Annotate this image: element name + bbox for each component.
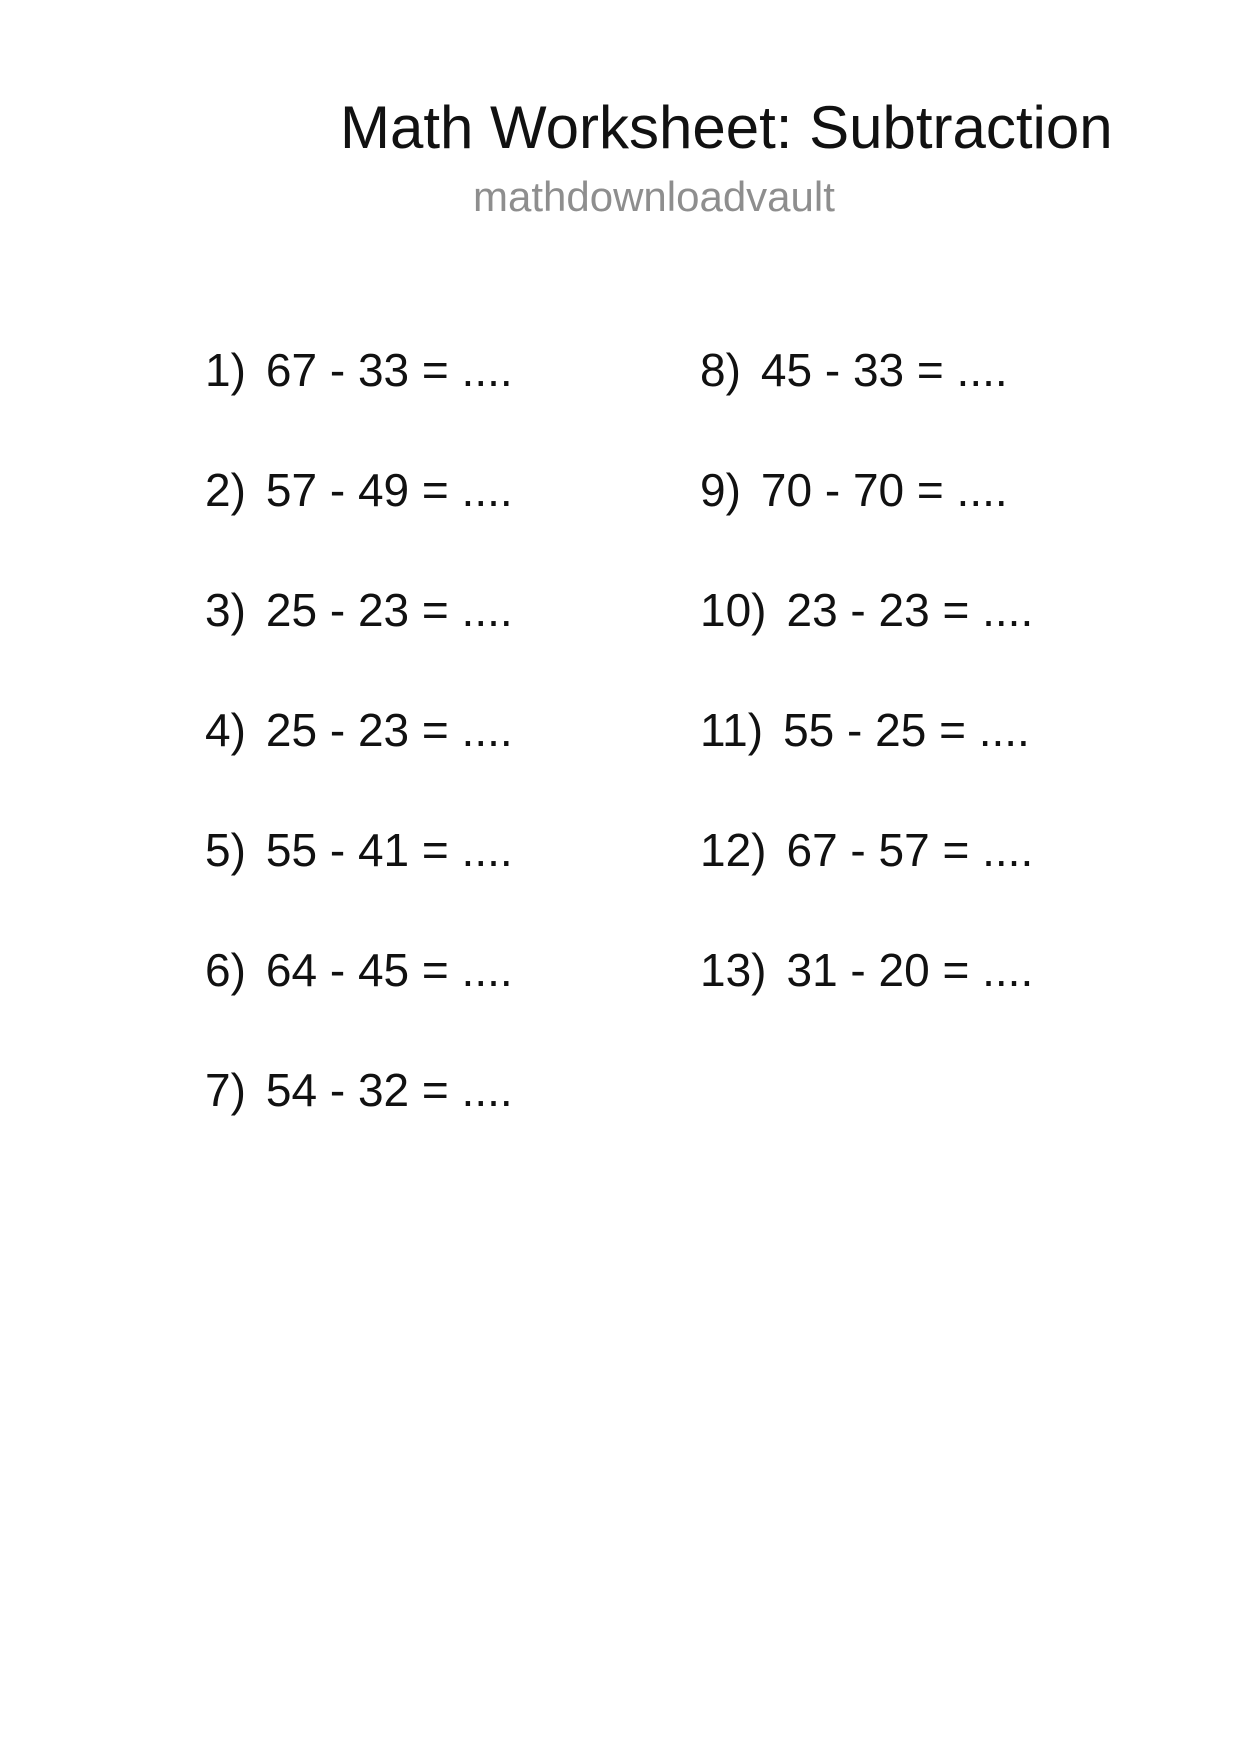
- problem-row: [700, 584, 1034, 707]
- problem-expression: 54 - 32 = ....: [265, 1064, 513, 1116]
- problem-expression: 55 - 25 = ....: [783, 704, 1030, 756]
- problem-number: 6): [205, 944, 246, 996]
- problem-row: [700, 944, 1034, 1067]
- problem-number: 8): [700, 344, 741, 396]
- problem-number: 2): [205, 464, 246, 516]
- problem-number: 11): [700, 704, 764, 756]
- problem-row: [700, 464, 1033, 587]
- problems-column-left: [205, 344, 513, 1187]
- problem-row: [205, 1064, 513, 1187]
- problem-row: [700, 824, 1034, 947]
- problem-expression: 57 - 49 = ....: [265, 464, 513, 516]
- problem-row: [205, 824, 513, 947]
- problem-expression: 45 - 33 = ....: [760, 344, 1008, 396]
- problem-expression: 55 - 41 = ....: [265, 824, 513, 876]
- problem-expression: 23 - 23 = ....: [786, 584, 1034, 636]
- problem-row: [205, 584, 513, 707]
- problem-row: [700, 704, 1033, 827]
- problem-number: 3): [205, 584, 246, 636]
- problem-number: 1): [205, 344, 246, 396]
- problem-expression: 64 - 45 = ....: [265, 944, 513, 996]
- problem-expression: 25 - 23 = ....: [265, 584, 513, 636]
- problem-number: 9): [700, 464, 741, 516]
- problem-row: [205, 704, 513, 827]
- problem-expression: 67 - 33 = ....: [265, 344, 513, 396]
- problem-number: 10): [700, 584, 767, 636]
- page-subtitle: mathdownloadvault: [473, 173, 835, 220]
- problem-number: 7): [205, 1064, 246, 1116]
- problem-expression: 67 - 57 = ....: [786, 824, 1034, 876]
- problem-row: [205, 464, 513, 587]
- problem-number: 12): [700, 824, 767, 876]
- problem-row: [205, 944, 513, 1067]
- problem-number: 13): [700, 944, 767, 996]
- problem-expression: 25 - 23 = ....: [265, 704, 513, 756]
- page-title: Math Worksheet: Subtraction: [340, 94, 1113, 161]
- problem-row: [700, 344, 1033, 467]
- problem-expression: 70 - 70 = ....: [760, 464, 1008, 516]
- problem-number: 4): [205, 704, 246, 756]
- problem-expression: 31 - 20 = ....: [786, 944, 1034, 996]
- problem-row: [205, 344, 513, 467]
- problems-column-right: [700, 344, 1034, 1067]
- problem-number: 5): [205, 824, 246, 876]
